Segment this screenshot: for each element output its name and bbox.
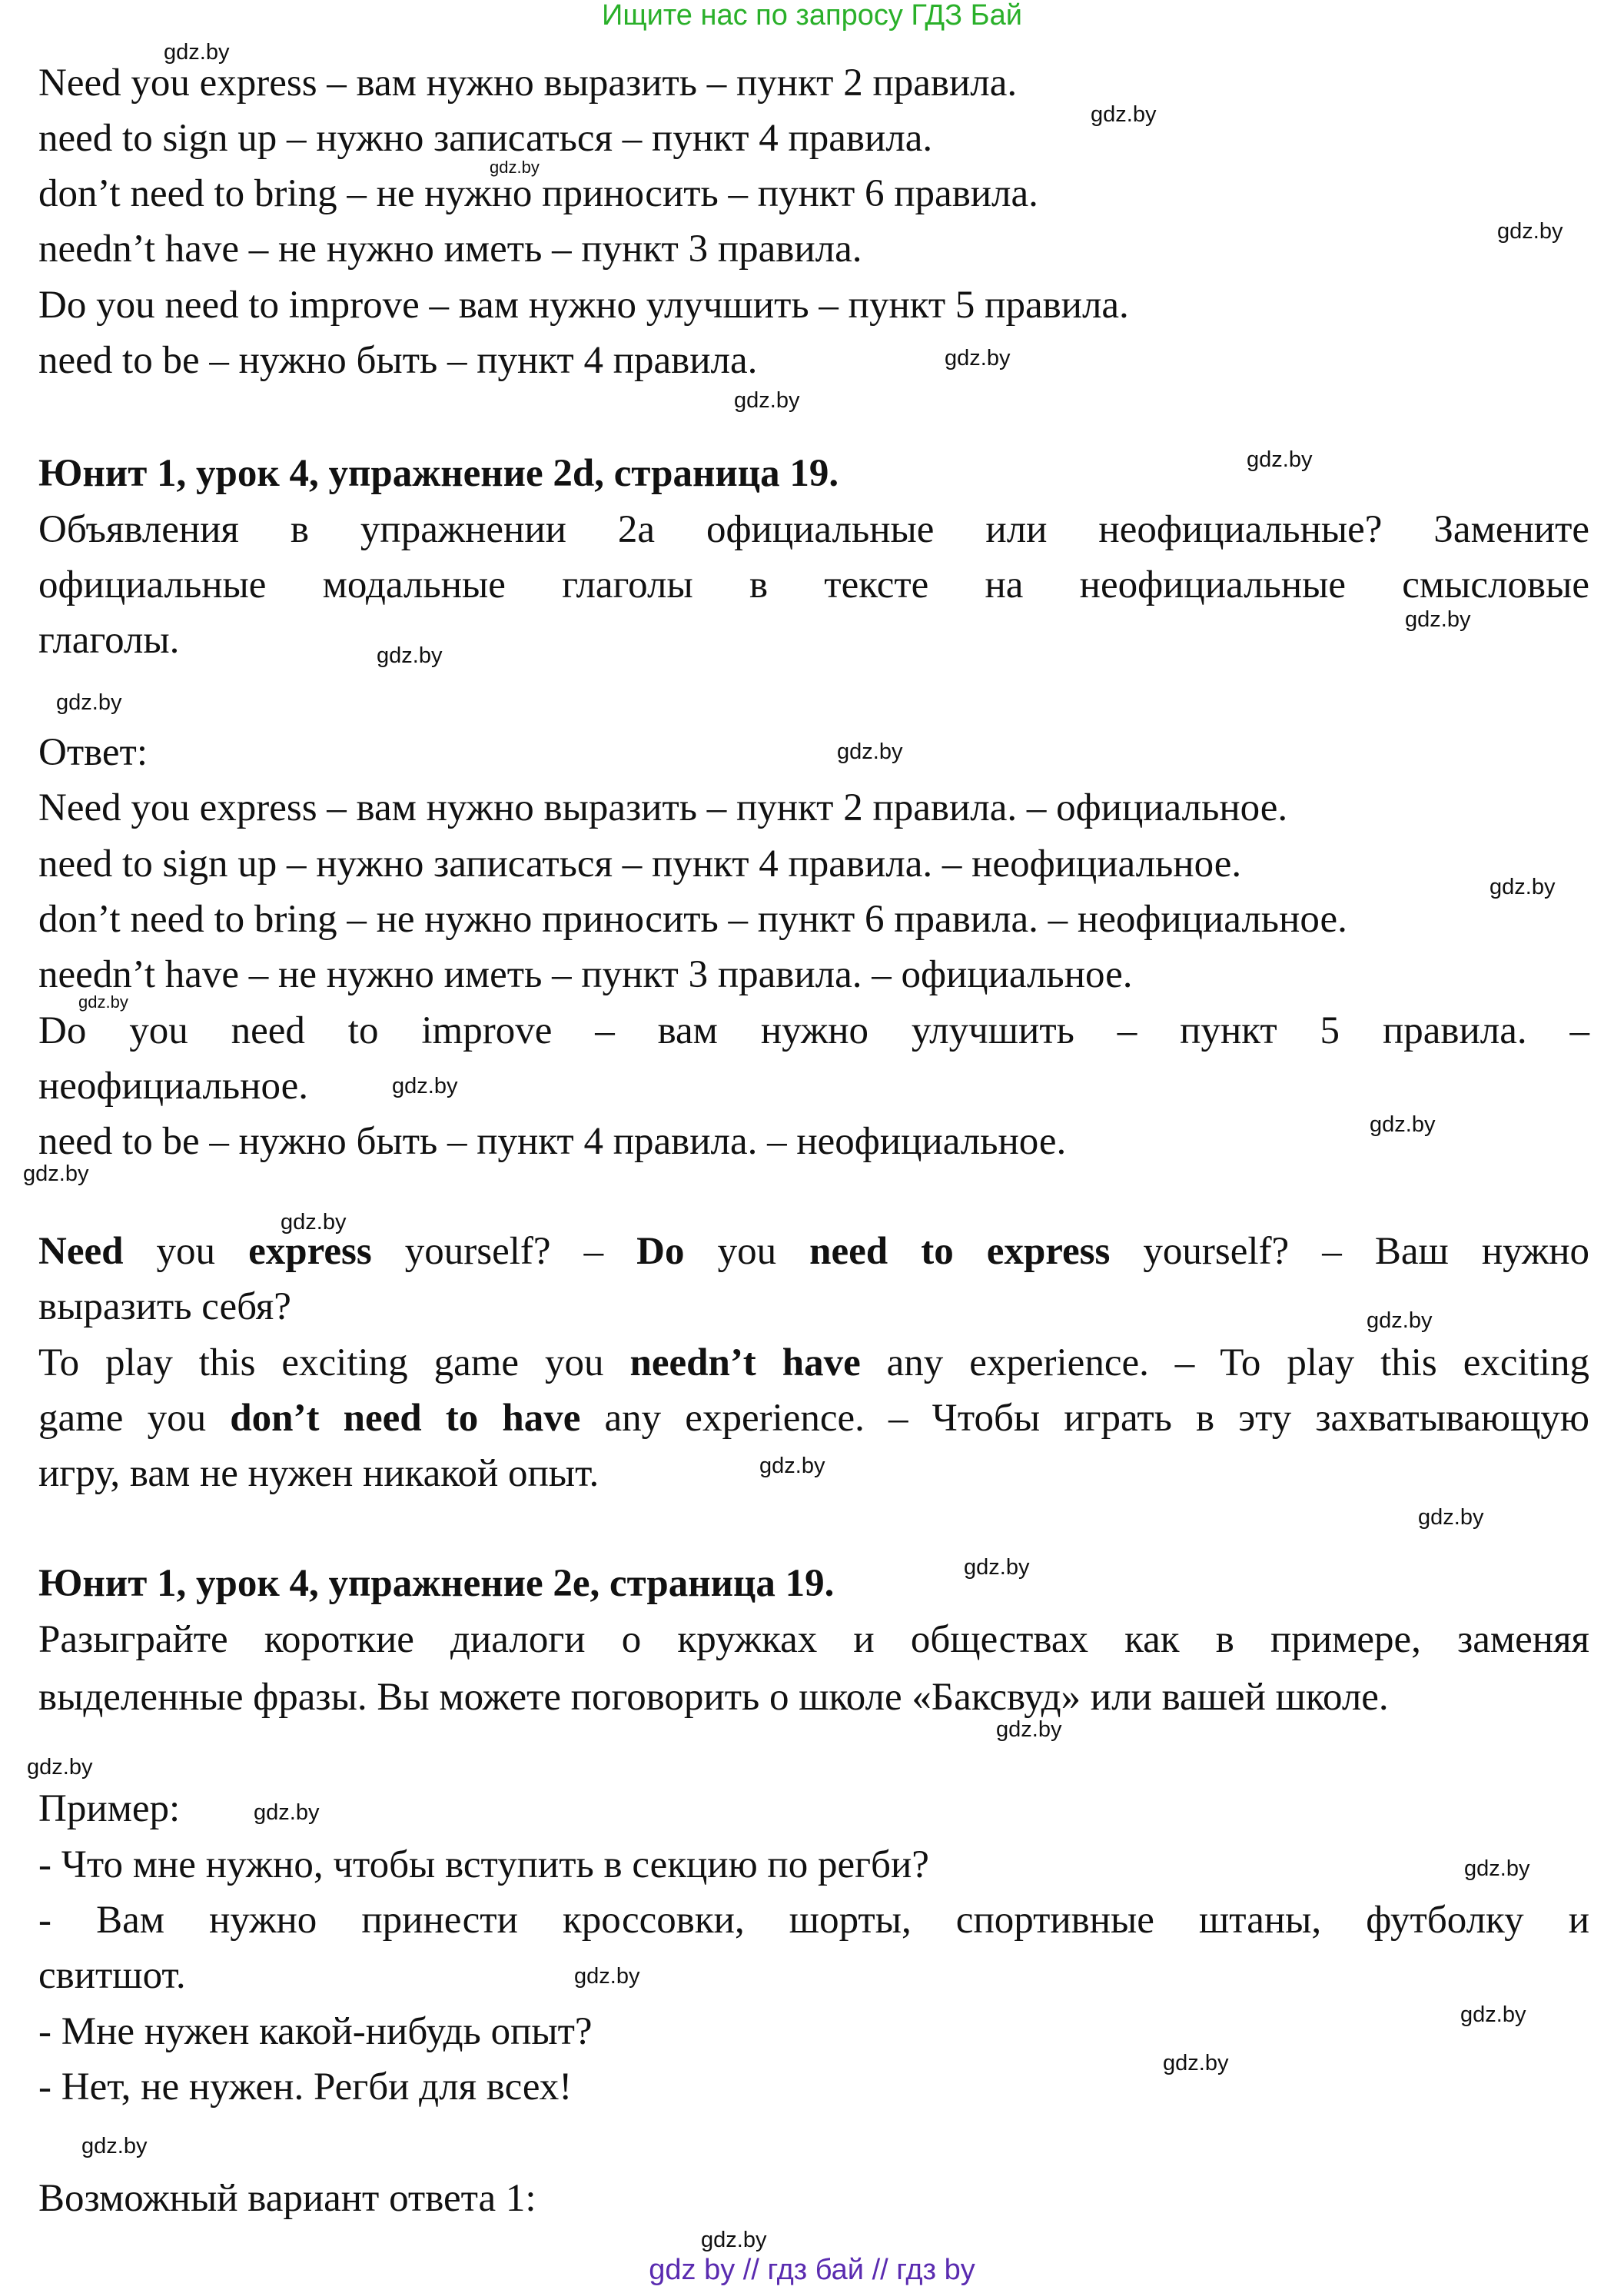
example-1-bold-3: Do <box>636 1230 685 1273</box>
answer-line-4: needn’t have – не нужно иметь – пункт 3 правила. – официальное. <box>38 953 1133 996</box>
watermark: gdz.by <box>1163 2051 1229 2075</box>
section-2e-heading: Юнит 1, урок 4, упражнение 2e, страница 19. <box>38 1562 835 1605</box>
section-2d-task-line-2: официальные модальные глаголы в тексте на неофициальные смысловые <box>38 563 1589 606</box>
example-2-line-3: игру, вам не нужен никакой опыт. <box>38 1452 599 1495</box>
watermark: gdz.by <box>964 1555 1030 1580</box>
watermark: gdz.by <box>1091 102 1157 127</box>
watermark: gdz.by <box>574 1964 640 1989</box>
example-1-text-4: yourself? – Ваш нужно <box>1110 1230 1589 1273</box>
section-2d-task-line-3: глаголы. <box>38 619 180 662</box>
answer-line-3: don’t need to bring – не нужно приносить – пункт 6 правила. – неофициальное. <box>38 898 1347 941</box>
example-2-bold-1: needn’t have <box>629 1341 861 1384</box>
example-2-text-3: game you <box>38 1397 231 1440</box>
watermark: gdz.by <box>78 992 128 1012</box>
intro-line-5: Do you need to improve – вам нужно улучшить – пункт 5 правила. <box>38 284 1129 327</box>
dialog-line-2: - Вам нужно принести кроссовки, шорты, спортивные штаны, футболку и <box>38 1899 1589 1942</box>
answer-line-5: Do you need to improve – вам нужно улучшить – пункт 5 правила. – <box>38 1009 1589 1052</box>
intro-line-4: needn’t have – не нужно иметь – пункт 3 правила. <box>38 228 862 271</box>
example-1-bold-4: need to express <box>809 1230 1111 1273</box>
dialog-line-1: - Что мне нужно, чтобы вступить в секцию по регби? <box>38 1843 929 1886</box>
answer-line-2: need to sign up – нужно записаться – пункт 4 правила. – неофициальное. <box>38 842 1242 886</box>
example-1-line-2: выразить себя? <box>38 1285 291 1328</box>
watermark: gdz.by <box>759 1454 825 1478</box>
watermark: gdz.by <box>281 1210 347 1235</box>
watermark: gdz.by <box>1367 1308 1433 1333</box>
example-1-line-1 <box>38 1224 1589 1279</box>
watermark: gdz.by <box>254 1800 320 1825</box>
answer-line-6: need to be – нужно быть – пункт 4 правила. – неофициальное. <box>38 1120 1067 1163</box>
intro-line-6: need to be – нужно быть – пункт 4 правила. <box>38 339 758 382</box>
section-2d-heading: Юнит 1, урок 4, упражнение 2d, страница 19. <box>38 452 839 495</box>
example-1-text-3: you <box>684 1230 810 1273</box>
watermark: gdz.by <box>1460 2002 1526 2027</box>
dialog-line-3: - Мне нужен какой-нибудь опыт? <box>38 2010 593 2053</box>
watermark: gdz.by <box>81 2134 148 2158</box>
answer-line-1: Need you express – вам нужно выразить – пункт 2 правила. – официальное. <box>38 786 1288 829</box>
example-2-text-4: any experience. – Чтобы играть в эту захватывающую <box>580 1397 1589 1440</box>
example-1-text-1: you <box>123 1230 249 1273</box>
example-1-bold-1: Need <box>38 1230 124 1273</box>
watermark: gdz.by <box>377 643 443 668</box>
example-2-line-1 <box>38 1335 1589 1391</box>
section-2e-task-line-2: выделенные фразы. Вы можете поговорить о школе «Баксвуд» или вашей школе. <box>38 1676 1389 1719</box>
watermark: gdz.by <box>56 690 122 715</box>
section-2d-task-line-1: Объявления в упражнении 2а официальные или неофициальные? Замените <box>38 508 1589 551</box>
example-2-text-2: any experience. – To play this exciting <box>860 1341 1589 1384</box>
watermark: gdz.by <box>1370 1112 1436 1137</box>
watermark: gdz.by <box>701 2228 767 2252</box>
watermark: gdz.by <box>1489 875 1556 899</box>
watermark: gdz.by <box>945 346 1011 371</box>
watermark: gdz.by <box>1464 1856 1530 1881</box>
watermark: gdz.by <box>164 40 230 65</box>
watermark: gdz.by <box>996 1717 1062 1742</box>
watermark: gdz.by <box>837 739 903 764</box>
example-1-text-2: yourself? – <box>371 1230 637 1273</box>
top-banner[interactable]: Ищите нас по запросу ГДЗ Бай <box>602 0 1022 32</box>
intro-line-1: Need you express – вам нужно выразить – пункт 2 правила. <box>38 61 1018 105</box>
answer-label: Ответ: <box>38 731 148 774</box>
watermark: gdz.by <box>490 158 540 177</box>
dialog-line-4: - Нет, не нужен. Регби для всех! <box>38 2065 573 2109</box>
watermark: gdz.by <box>1405 607 1471 632</box>
watermark: gdz.by <box>1247 447 1313 472</box>
answer-line-5-cont: неофициальное. <box>38 1065 308 1108</box>
watermark: gdz.by <box>23 1161 89 1186</box>
watermark: gdz.by <box>1497 219 1563 244</box>
example-2-line-2 <box>38 1391 1589 1446</box>
watermark: gdz.by <box>734 388 800 413</box>
intro-line-3: don’t need to bring – не нужно приносить – пункт 6 правила. <box>38 172 1038 215</box>
intro-line-2: need to sign up – нужно записаться – пункт 4 правила. <box>38 117 933 160</box>
answer-variant-label: Возможный вариант ответа 1: <box>38 2177 536 2220</box>
example-label: Пример: <box>38 1787 181 1830</box>
watermark: gdz.by <box>27 1755 93 1780</box>
example-2-bold-2: don’t need to have <box>230 1397 581 1440</box>
dialog-line-2-cont: свитшот. <box>38 1954 186 1997</box>
bottom-banner[interactable]: gdz by // гдз бай // гдз by <box>649 2254 975 2286</box>
watermark: gdz.by <box>392 1074 458 1098</box>
section-2e-task-line-1: Разыграйте короткие диалоги о кружках и обществах как в примере, заменяя <box>38 1618 1589 1661</box>
watermark: gdz.by <box>1418 1505 1484 1530</box>
example-2-text-1: To play this exciting game you <box>38 1341 630 1384</box>
example-1-bold-2: express <box>248 1230 372 1273</box>
